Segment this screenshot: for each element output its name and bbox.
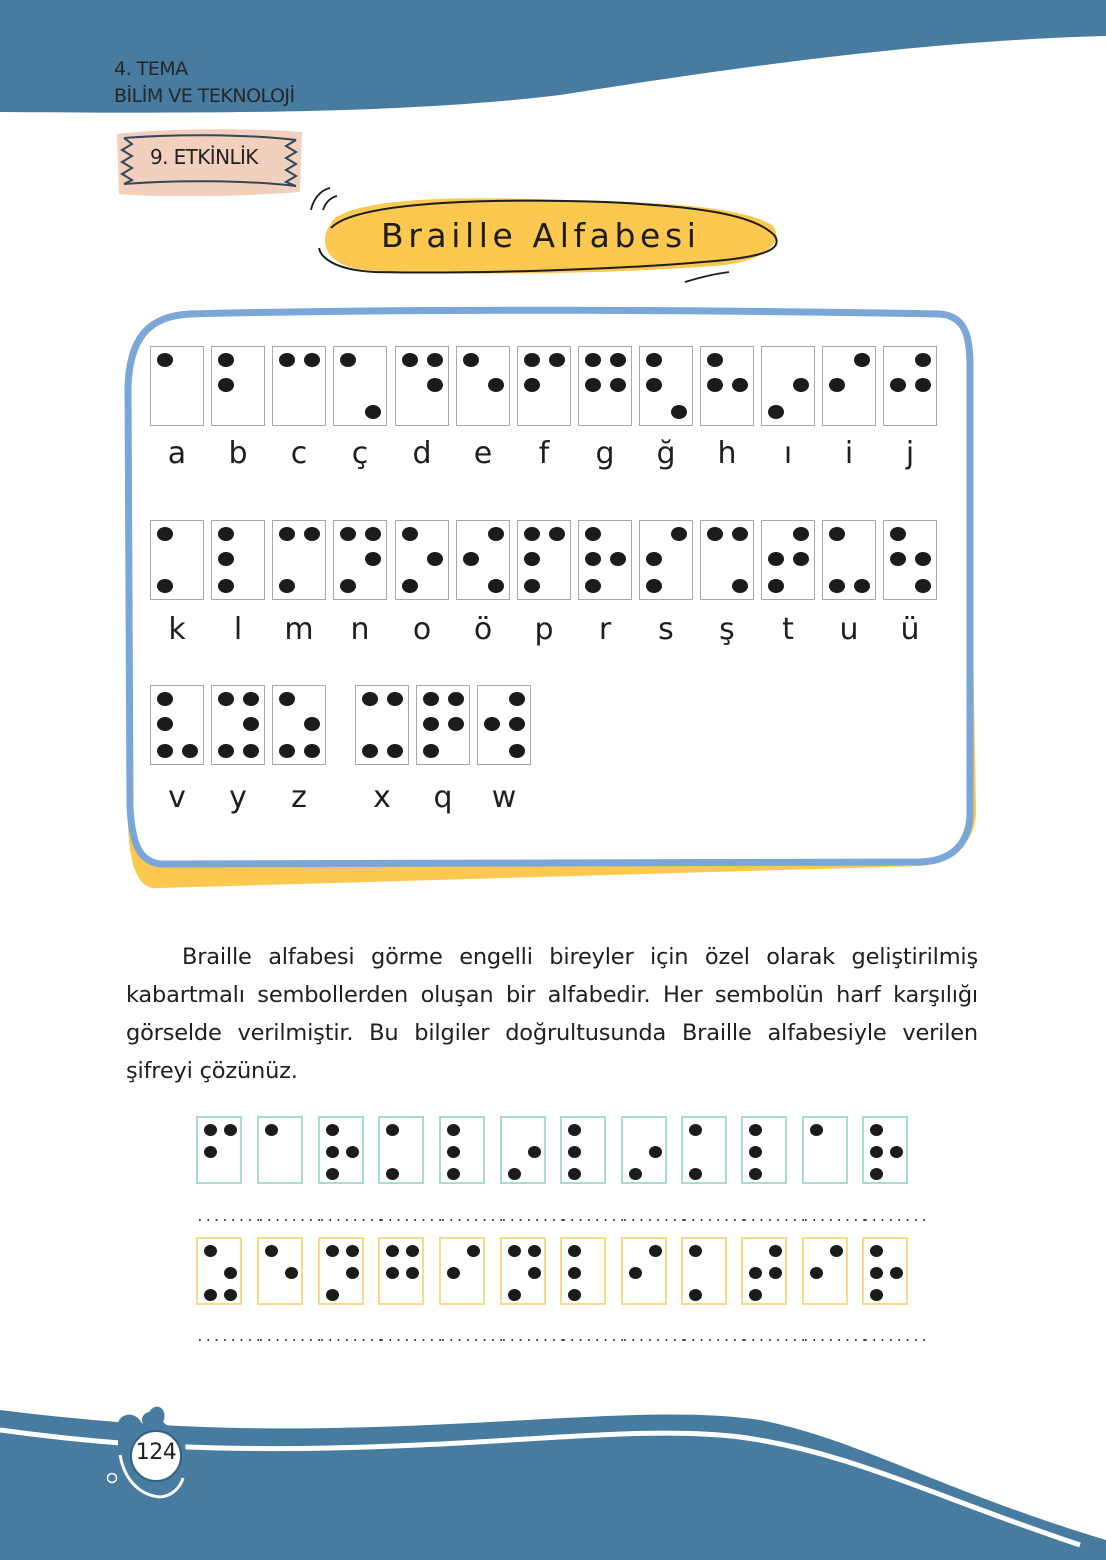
braille-cell-z — [272, 685, 326, 765]
braille-letter-label: u — [839, 612, 859, 647]
braille-dot-icon — [387, 744, 403, 758]
braille-dot-icon — [340, 527, 356, 541]
braille-cell-u — [822, 520, 876, 600]
braille-dot-icon — [157, 717, 173, 731]
cipher-cell — [741, 1237, 787, 1305]
braille-dot-icon — [568, 1289, 581, 1301]
braille-dot-icon — [524, 579, 540, 593]
braille-dot-icon — [406, 1267, 419, 1279]
braille-letter-label: o — [412, 612, 432, 647]
answer-blank[interactable]: ........ — [439, 1330, 506, 1345]
page-number: 124 — [135, 1440, 177, 1465]
braille-dot-icon — [629, 1168, 642, 1180]
braille-letter-label: y — [229, 780, 247, 815]
braille-letter-label: k — [168, 612, 186, 647]
braille-dot-icon — [365, 527, 381, 541]
braille-cell-ç — [333, 346, 387, 426]
braille-letter-label: ı — [783, 436, 793, 471]
braille-dot-icon — [448, 717, 464, 731]
braille-dot-icon — [528, 1267, 541, 1279]
braille-dot-icon — [365, 552, 381, 566]
braille-dot-icon — [386, 1124, 399, 1136]
braille-dot-icon — [689, 1168, 702, 1180]
braille-letter-label: e — [473, 436, 493, 471]
braille-letter-label: ö — [473, 612, 493, 647]
braille-dot-icon — [508, 1168, 521, 1180]
cipher-cell — [862, 1116, 908, 1184]
braille-letter-label: s — [658, 612, 674, 647]
braille-dot-icon — [524, 378, 540, 392]
braille-dot-icon — [204, 1245, 217, 1257]
activity-label: 9. ETKİNLİK — [150, 145, 258, 169]
braille-cell-y — [211, 685, 265, 765]
braille-letter-label: m — [284, 612, 314, 647]
braille-dot-icon — [509, 744, 525, 758]
braille-dot-icon — [157, 692, 173, 706]
braille-dot-icon — [340, 353, 356, 367]
cipher-cell — [681, 1116, 727, 1184]
braille-dot-icon — [346, 1245, 359, 1257]
braille-dot-icon — [915, 579, 931, 593]
braille-dot-icon — [610, 552, 626, 566]
braille-dot-icon — [157, 527, 173, 541]
braille-letter-label: x — [373, 780, 391, 815]
braille-dot-icon — [610, 353, 626, 367]
braille-letter-label: f — [538, 436, 550, 471]
braille-dot-icon — [509, 692, 525, 706]
braille-dot-icon — [279, 744, 295, 758]
braille-letter-label: h — [717, 436, 737, 471]
answer-blank[interactable]: ........ — [318, 1330, 385, 1345]
cipher-cell — [500, 1116, 546, 1184]
cipher-cell — [439, 1116, 485, 1184]
answer-blank[interactable]: ........ — [318, 1210, 385, 1225]
braille-cell-s — [639, 520, 693, 600]
braille-dot-icon — [463, 552, 479, 566]
braille-dot-icon — [182, 744, 198, 758]
braille-dot-icon — [629, 1267, 642, 1279]
braille-cell-j — [883, 346, 937, 426]
braille-cell-o — [395, 520, 449, 600]
braille-dot-icon — [218, 692, 234, 706]
braille-dot-icon — [646, 378, 662, 392]
braille-dot-icon — [890, 378, 906, 392]
answer-blank[interactable]: ........ — [500, 1210, 567, 1225]
answer-blank[interactable]: ........ — [439, 1210, 506, 1225]
braille-dot-icon — [568, 1146, 581, 1158]
braille-dot-icon — [732, 579, 748, 593]
braille-dot-icon — [467, 1245, 480, 1257]
braille-dot-icon — [365, 405, 381, 419]
braille-dot-icon — [423, 692, 439, 706]
braille-dot-icon — [649, 1146, 662, 1158]
braille-cell-l — [211, 520, 265, 600]
braille-dot-icon — [346, 1267, 359, 1279]
answer-blank[interactable]: ........ — [621, 1330, 688, 1345]
braille-dot-icon — [243, 744, 259, 758]
braille-dot-icon — [707, 527, 723, 541]
braille-dot-icon — [793, 552, 809, 566]
cipher-cell — [862, 1237, 908, 1305]
braille-dot-icon — [610, 378, 626, 392]
answer-blank[interactable]: ........ — [621, 1210, 688, 1225]
braille-cell-a — [150, 346, 204, 426]
braille-dot-icon — [585, 552, 601, 566]
title-banner — [305, 180, 785, 290]
cipher-cell — [196, 1116, 242, 1184]
braille-dot-icon — [549, 527, 565, 541]
braille-dot-icon — [346, 1146, 359, 1158]
answer-blank[interactable]: ........ — [681, 1330, 748, 1345]
braille-dot-icon — [528, 1146, 541, 1158]
braille-dot-icon — [528, 1245, 541, 1257]
braille-dot-icon — [508, 1245, 521, 1257]
braille-letter-label: ğ — [656, 436, 676, 471]
braille-dot-icon — [279, 579, 295, 593]
braille-dot-icon — [218, 527, 234, 541]
cipher-cell — [560, 1237, 606, 1305]
braille-dot-icon — [304, 353, 320, 367]
braille-dot-icon — [402, 527, 418, 541]
braille-dot-icon — [646, 353, 662, 367]
braille-dot-icon — [326, 1245, 339, 1257]
braille-cell-ö — [456, 520, 510, 600]
braille-cell-f — [517, 346, 571, 426]
braille-dot-icon — [915, 552, 931, 566]
cipher-cell — [681, 1237, 727, 1305]
theme-header — [114, 56, 295, 110]
braille-dot-icon — [671, 527, 687, 541]
braille-dot-icon — [265, 1245, 278, 1257]
braille-dot-icon — [406, 1245, 419, 1257]
braille-dot-icon — [304, 717, 320, 731]
braille-cell-i — [822, 346, 876, 426]
braille-dot-icon — [423, 744, 439, 758]
braille-dot-icon — [646, 552, 662, 566]
braille-letter-label: v — [168, 780, 186, 815]
activity-tag — [114, 126, 304, 198]
braille-dot-icon — [890, 1146, 903, 1158]
braille-dot-icon — [509, 717, 525, 731]
braille-dot-icon — [447, 1168, 460, 1180]
braille-cell-k — [150, 520, 204, 600]
braille-dot-icon — [224, 1289, 237, 1301]
answer-blank[interactable]: ........ — [802, 1210, 869, 1225]
braille-cell-q — [416, 685, 470, 765]
braille-letter-label: ü — [900, 612, 920, 647]
braille-letter-label: w — [491, 780, 517, 815]
braille-cell-ş — [700, 520, 754, 600]
answer-blank[interactable]: ........ — [378, 1210, 445, 1225]
braille-cell-h — [700, 346, 754, 426]
braille-dot-icon — [402, 353, 418, 367]
answer-blank[interactable]: ........ — [196, 1210, 263, 1225]
answer-blank[interactable]: ........ — [681, 1210, 748, 1225]
cipher-cell — [318, 1237, 364, 1305]
braille-dot-icon — [447, 1146, 460, 1158]
braille-letter-label: n — [350, 612, 370, 647]
braille-letter-label: t — [782, 612, 794, 647]
answer-blank[interactable]: ........ — [802, 1330, 869, 1345]
braille-dot-icon — [157, 744, 173, 758]
answer-blank[interactable]: ........ — [862, 1330, 929, 1345]
braille-dot-icon — [689, 1289, 702, 1301]
braille-dot-icon — [769, 1267, 782, 1279]
braille-dot-icon — [423, 717, 439, 731]
answer-blank[interactable]: ........ — [500, 1330, 567, 1345]
answer-blank[interactable]: ........ — [560, 1330, 627, 1345]
braille-cell-c — [272, 346, 326, 426]
braille-cell-e — [456, 346, 510, 426]
braille-dot-icon — [568, 1168, 581, 1180]
braille-dot-icon — [732, 527, 748, 541]
braille-dot-icon — [793, 378, 809, 392]
cipher-cell — [257, 1116, 303, 1184]
braille-dot-icon — [870, 1267, 883, 1279]
answer-blank[interactable]: ........ — [862, 1210, 929, 1225]
braille-dot-icon — [829, 378, 845, 392]
braille-dot-icon — [524, 527, 540, 541]
cipher-cell — [560, 1116, 606, 1184]
braille-cell-t — [761, 520, 815, 600]
braille-dot-icon — [689, 1124, 702, 1136]
braille-dot-icon — [427, 552, 443, 566]
braille-dot-icon — [448, 692, 464, 706]
braille-dot-icon — [870, 1168, 883, 1180]
braille-dot-icon — [326, 1168, 339, 1180]
cipher-cell — [500, 1237, 546, 1305]
braille-dot-icon — [707, 378, 723, 392]
braille-cell-b — [211, 346, 265, 426]
theme-title: BİLİM VE TEKNOLOJİ — [114, 85, 295, 107]
braille-letter-label: b — [228, 436, 248, 471]
braille-dot-icon — [890, 552, 906, 566]
braille-dot-icon — [585, 579, 601, 593]
braille-dot-icon — [427, 353, 443, 367]
braille-dot-icon — [732, 378, 748, 392]
braille-dot-icon — [362, 744, 378, 758]
braille-dot-icon — [830, 1245, 843, 1257]
cipher-cell — [621, 1116, 667, 1184]
braille-cell-r — [578, 520, 632, 600]
braille-dot-icon — [524, 552, 540, 566]
cipher-cell — [318, 1116, 364, 1184]
braille-letter-label: j — [905, 436, 915, 471]
braille-dot-icon — [427, 378, 443, 392]
instructions-text: Braille alfabesi görme engelli bireyler için özel olarak geliştirilmiş kabartmalı sembollerden oluşan bir alfabedir. Her sembolün harf karşılığı görselde verilmiştir. Bu bilgiler doğrultusunda Braille alfabesiyle verilen şifreyi çözünüz. — [126, 944, 978, 1084]
braille-dot-icon — [157, 353, 173, 367]
braille-letter-label: d — [412, 436, 432, 471]
braille-dot-icon — [749, 1267, 762, 1279]
braille-dot-icon — [224, 1267, 237, 1279]
braille-dot-icon — [671, 405, 687, 419]
answer-blank[interactable]: ........ — [741, 1330, 808, 1345]
braille-dot-icon — [829, 579, 845, 593]
braille-letter-label: z — [291, 780, 307, 815]
answer-blank[interactable]: ........ — [560, 1210, 627, 1225]
braille-dot-icon — [243, 717, 259, 731]
braille-dot-icon — [768, 405, 784, 419]
cipher-cell — [196, 1237, 242, 1305]
braille-dot-icon — [810, 1124, 823, 1136]
braille-cell-m — [272, 520, 326, 600]
braille-dot-icon — [854, 353, 870, 367]
cipher-cell — [439, 1237, 485, 1305]
braille-letter-label: c — [290, 436, 308, 471]
braille-dot-icon — [870, 1245, 883, 1257]
braille-dot-icon — [279, 353, 295, 367]
braille-dot-icon — [829, 527, 845, 541]
braille-letter-label: p — [534, 612, 554, 647]
braille-letter-label: a — [167, 436, 187, 471]
answer-blank[interactable]: ........ — [378, 1330, 445, 1345]
braille-dot-icon — [768, 579, 784, 593]
braille-cell-n — [333, 520, 387, 600]
cipher-cell — [621, 1237, 667, 1305]
braille-letter-label: g — [595, 436, 615, 471]
braille-letter-label: r — [598, 612, 612, 647]
braille-dot-icon — [585, 353, 601, 367]
braille-dot-icon — [810, 1267, 823, 1279]
braille-cell-ı — [761, 346, 815, 426]
braille-dot-icon — [279, 692, 295, 706]
cipher-cell — [802, 1116, 848, 1184]
braille-cell-ğ — [639, 346, 693, 426]
braille-dot-icon — [870, 1124, 883, 1136]
braille-letter-label: q — [433, 780, 453, 815]
braille-dot-icon — [204, 1289, 217, 1301]
braille-dot-icon — [649, 1245, 662, 1257]
braille-dot-icon — [362, 692, 378, 706]
braille-dot-icon — [915, 378, 931, 392]
braille-dot-icon — [204, 1124, 217, 1136]
cipher-cell — [802, 1237, 848, 1305]
braille-dot-icon — [387, 692, 403, 706]
braille-dot-icon — [749, 1146, 762, 1158]
braille-dot-icon — [304, 527, 320, 541]
braille-dot-icon — [340, 579, 356, 593]
braille-dot-icon — [463, 353, 479, 367]
braille-dot-icon — [304, 744, 320, 758]
braille-dot-icon — [157, 579, 173, 593]
cipher-cell — [741, 1116, 787, 1184]
cipher-cell — [378, 1116, 424, 1184]
braille-dot-icon — [585, 527, 601, 541]
braille-dot-icon — [265, 1124, 278, 1136]
braille-dot-icon — [585, 378, 601, 392]
braille-dot-icon — [218, 579, 234, 593]
answer-blank[interactable]: ........ — [257, 1210, 324, 1225]
braille-dot-icon — [793, 527, 809, 541]
braille-dot-icon — [326, 1124, 339, 1136]
braille-dot-icon — [508, 1289, 521, 1301]
braille-cell-p — [517, 520, 571, 600]
braille-dot-icon — [484, 717, 500, 731]
braille-dot-icon — [749, 1168, 762, 1180]
braille-dot-icon — [749, 1289, 762, 1301]
braille-dot-icon — [218, 378, 234, 392]
braille-dot-icon — [524, 353, 540, 367]
braille-dot-icon — [386, 1267, 399, 1279]
braille-letter-label: ş — [719, 612, 735, 647]
answer-blank[interactable]: ........ — [196, 1330, 263, 1345]
braille-dot-icon — [854, 579, 870, 593]
braille-dot-icon — [568, 1245, 581, 1257]
braille-cell-w — [477, 685, 531, 765]
braille-dot-icon — [749, 1124, 762, 1136]
cipher-cell — [378, 1237, 424, 1305]
instructions-paragraph — [126, 938, 978, 1090]
braille-dot-icon — [224, 1124, 237, 1136]
braille-dot-icon — [870, 1146, 883, 1158]
braille-letter-label: ç — [351, 436, 369, 471]
braille-dot-icon — [768, 552, 784, 566]
braille-dot-icon — [488, 527, 504, 541]
answer-blank[interactable]: ........ — [741, 1210, 808, 1225]
braille-cell-ü — [883, 520, 937, 600]
braille-cell-x — [355, 685, 409, 765]
braille-dot-icon — [870, 1289, 883, 1301]
braille-dot-icon — [447, 1124, 460, 1136]
braille-letter-label: i — [844, 436, 854, 471]
braille-dot-icon — [890, 1267, 903, 1279]
braille-dot-icon — [689, 1245, 702, 1257]
braille-dot-icon — [447, 1267, 460, 1279]
braille-dot-icon — [915, 353, 931, 367]
braille-dot-icon — [279, 527, 295, 541]
braille-dot-icon — [218, 744, 234, 758]
braille-dot-icon — [707, 353, 723, 367]
braille-dot-icon — [326, 1289, 339, 1301]
braille-dot-icon — [204, 1146, 217, 1158]
braille-letter-label: l — [233, 612, 243, 647]
braille-cell-g — [578, 346, 632, 426]
braille-dot-icon — [386, 1168, 399, 1180]
braille-dot-icon — [568, 1124, 581, 1136]
braille-dot-icon — [218, 552, 234, 566]
braille-cell-d — [395, 346, 449, 426]
braille-dot-icon — [402, 579, 418, 593]
cipher-cell — [257, 1237, 303, 1305]
page-title: Braille Alfabesi — [381, 216, 701, 255]
braille-dot-icon — [218, 353, 234, 367]
braille-dot-icon — [488, 579, 504, 593]
braille-dot-icon — [549, 353, 565, 367]
braille-dot-icon — [243, 692, 259, 706]
braille-dot-icon — [386, 1245, 399, 1257]
braille-dot-icon — [890, 527, 906, 541]
braille-dot-icon — [568, 1267, 581, 1279]
braille-cell-v — [150, 685, 204, 765]
braille-dot-icon — [769, 1245, 782, 1257]
braille-dot-icon — [285, 1267, 298, 1279]
braille-dot-icon — [646, 579, 662, 593]
braille-dot-icon — [488, 378, 504, 392]
theme-number: 4. TEMA — [114, 58, 188, 80]
braille-dot-icon — [326, 1146, 339, 1158]
answer-blank[interactable]: ........ — [257, 1330, 324, 1345]
